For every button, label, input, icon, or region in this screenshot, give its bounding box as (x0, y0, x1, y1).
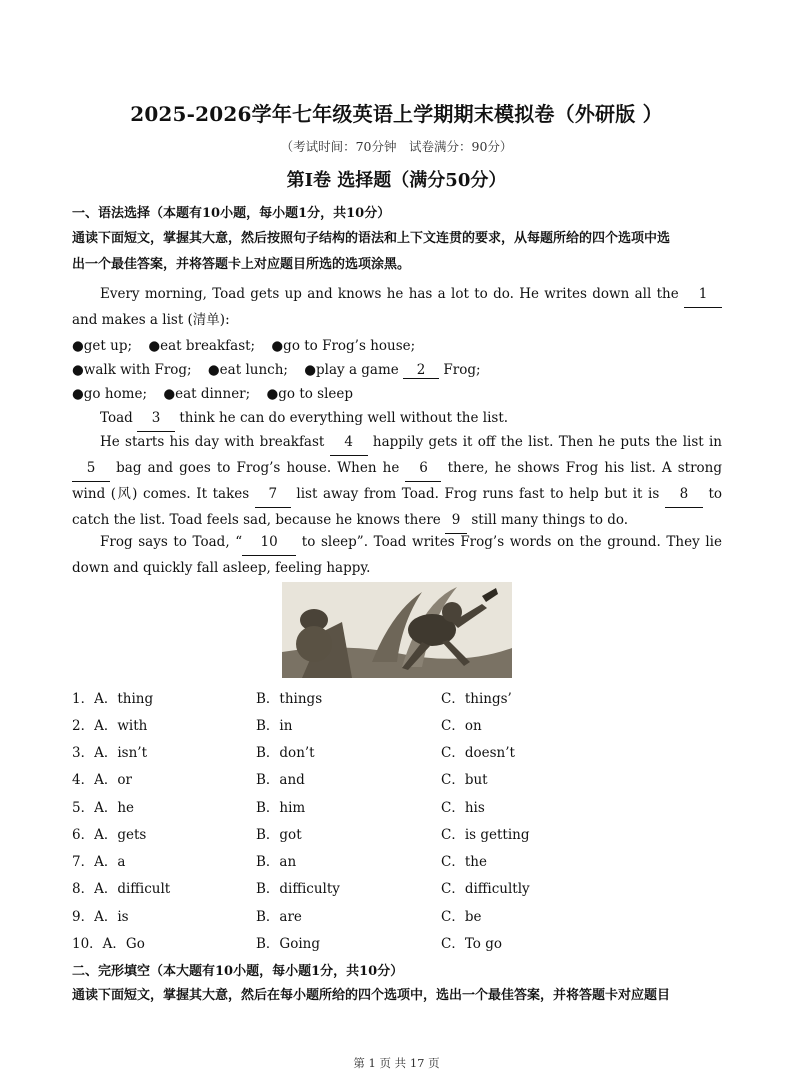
blank-4: 4 (330, 430, 368, 456)
instruction-line: 出一个最佳答案，并将答题卡上对应题目所选的选项涂黑。 (72, 257, 411, 272)
passage-paragraph-2 (72, 406, 722, 432)
todo-list-row (72, 338, 427, 354)
toad-and-frog-illustration (282, 582, 512, 678)
section1-instruction (72, 226, 722, 278)
option-c: C．doesn’t (441, 745, 515, 761)
blank-7: 7 (255, 482, 291, 508)
option-row (72, 823, 722, 847)
option-a: 10．A．Go (72, 936, 145, 952)
blank-3: 3 (137, 406, 175, 432)
option-row (72, 768, 722, 792)
option-row (72, 687, 722, 711)
exam-info: （考试时间：70分钟 试卷满分：90分） (280, 139, 513, 154)
option-row (72, 877, 722, 901)
passage-text: and makes a list (清单): (72, 312, 230, 328)
option-c: C．things’ (441, 691, 512, 707)
option-b: B．him (256, 800, 306, 816)
passage-paragraph-4 (72, 530, 722, 581)
passage-paragraph-1 (72, 282, 722, 333)
option-b: B．and (256, 772, 305, 788)
option-row (72, 850, 722, 874)
option-row (72, 932, 722, 956)
list-item: ●eat breakfast; (148, 338, 256, 354)
option-row (72, 714, 722, 738)
option-a: 7．A．a (72, 854, 126, 870)
option-b: B．difficulty (256, 881, 340, 897)
section2-instruction (72, 983, 722, 1009)
option-row (72, 796, 722, 820)
list-item: ●go to sleep (266, 386, 354, 402)
option-b: B．are (256, 909, 302, 925)
option-b: B．in (256, 718, 293, 734)
passage-text: still many things to do. (471, 512, 629, 528)
passage-text: happily gets it off the list. Then he puts the list in (372, 434, 722, 450)
todo-list-row (72, 386, 353, 402)
blank-5: 5 (72, 456, 110, 482)
todo-list-row (72, 362, 481, 379)
blank-6: 6 (405, 456, 441, 482)
option-row (72, 741, 722, 765)
passage-text: bag and goes to Frog’s house. When he (116, 460, 400, 476)
option-b: B．things (256, 691, 323, 707)
option-a: 2．A．with (72, 718, 148, 734)
page-title: 2025-2026学年七年级英语上学期期末模拟卷（外研版 ） (130, 102, 663, 126)
option-a: 3．A．isn’t (72, 745, 147, 761)
option-c: C．on (441, 718, 482, 734)
option-a: 8．A．difficult (72, 881, 171, 897)
option-b: B．got (256, 827, 302, 843)
passage-text: there, he shows Frog his list. A strong wind (风) comes. It takes (72, 460, 723, 502)
blank-8: 8 (665, 482, 703, 508)
option-a: 1．A．thing (72, 691, 154, 707)
passage-text: list away from Toad. Frog runs fast to help but it is (296, 486, 660, 502)
instruction-line: 通读下面短文，掌握其大意，然后在每小题所给的四个选项中，选出一个最佳答案，并将答题卡对应题目 (72, 988, 671, 1003)
blank-10: 10 (242, 530, 296, 556)
option-c: C．but (441, 772, 488, 788)
page-number: 第 1 页 共 17 页 (353, 1056, 440, 1070)
passage-text: Every morning, Toad gets up and knows he has a lot to do. He writes down all the (100, 286, 679, 302)
option-b: B．don’t (256, 745, 315, 761)
passage-text: Toad (100, 410, 133, 426)
option-c: C．be (441, 909, 482, 925)
option-a: 6．A．gets (72, 827, 147, 843)
blank-1: 1 (684, 282, 722, 308)
list-item: ●walk with Frog; (72, 362, 192, 378)
option-b: B．Going (256, 936, 320, 952)
part-title: 第Ⅰ卷 选择题（满分50分） (286, 170, 507, 191)
option-c: C．difficultly (441, 881, 530, 897)
passage-text: Frog says to Toad, “ (100, 534, 243, 550)
section1-heading: 一、语法选择（本题有10小题，每小题1分，共10分） (72, 206, 391, 221)
option-a: 5．A．he (72, 800, 135, 816)
option-row (72, 905, 722, 929)
blank-2: 2 (403, 362, 439, 379)
passage-text: He starts his day with breakfast (100, 434, 325, 450)
list-item: ●go home; (72, 386, 148, 402)
passage-text: to catch the list. Toad feels sad, because he knows there (72, 486, 723, 528)
option-a: 4．A．or (72, 772, 132, 788)
passage-text: to sleep”. Toad writes Frog’s words on the ground. They lie down and quickly fall asleep, feeling happy. (72, 534, 722, 576)
instruction-line: 通读下面短文，掌握其大意，然后按照句子结构的语法和上下文连贯的要求，从每题所给的四个选项中选 (72, 231, 671, 246)
passage-text: think he can do everything well without the list. (179, 410, 509, 426)
option-c: C．is getting (441, 827, 530, 843)
option-c: C．To go (441, 936, 502, 952)
option-c: C．the (441, 854, 487, 870)
option-c: C．his (441, 800, 485, 816)
passage-paragraph-3 (72, 430, 722, 534)
list-item: ●go to Frog’s house; (271, 338, 416, 354)
list-item: ●eat lunch; (207, 362, 288, 378)
list-item: ●play a game (304, 362, 399, 378)
blank-9: 9 (445, 508, 467, 534)
list-item: ●get up; (72, 338, 133, 354)
option-b: B．an (256, 854, 297, 870)
section2-heading: 二、完形填空（本大题有10小题，每小题1分，共10分） (72, 964, 404, 979)
list-item: Frog; (443, 362, 481, 378)
option-a: 9．A．is (72, 909, 129, 925)
list-item: ●eat dinner; (163, 386, 251, 402)
